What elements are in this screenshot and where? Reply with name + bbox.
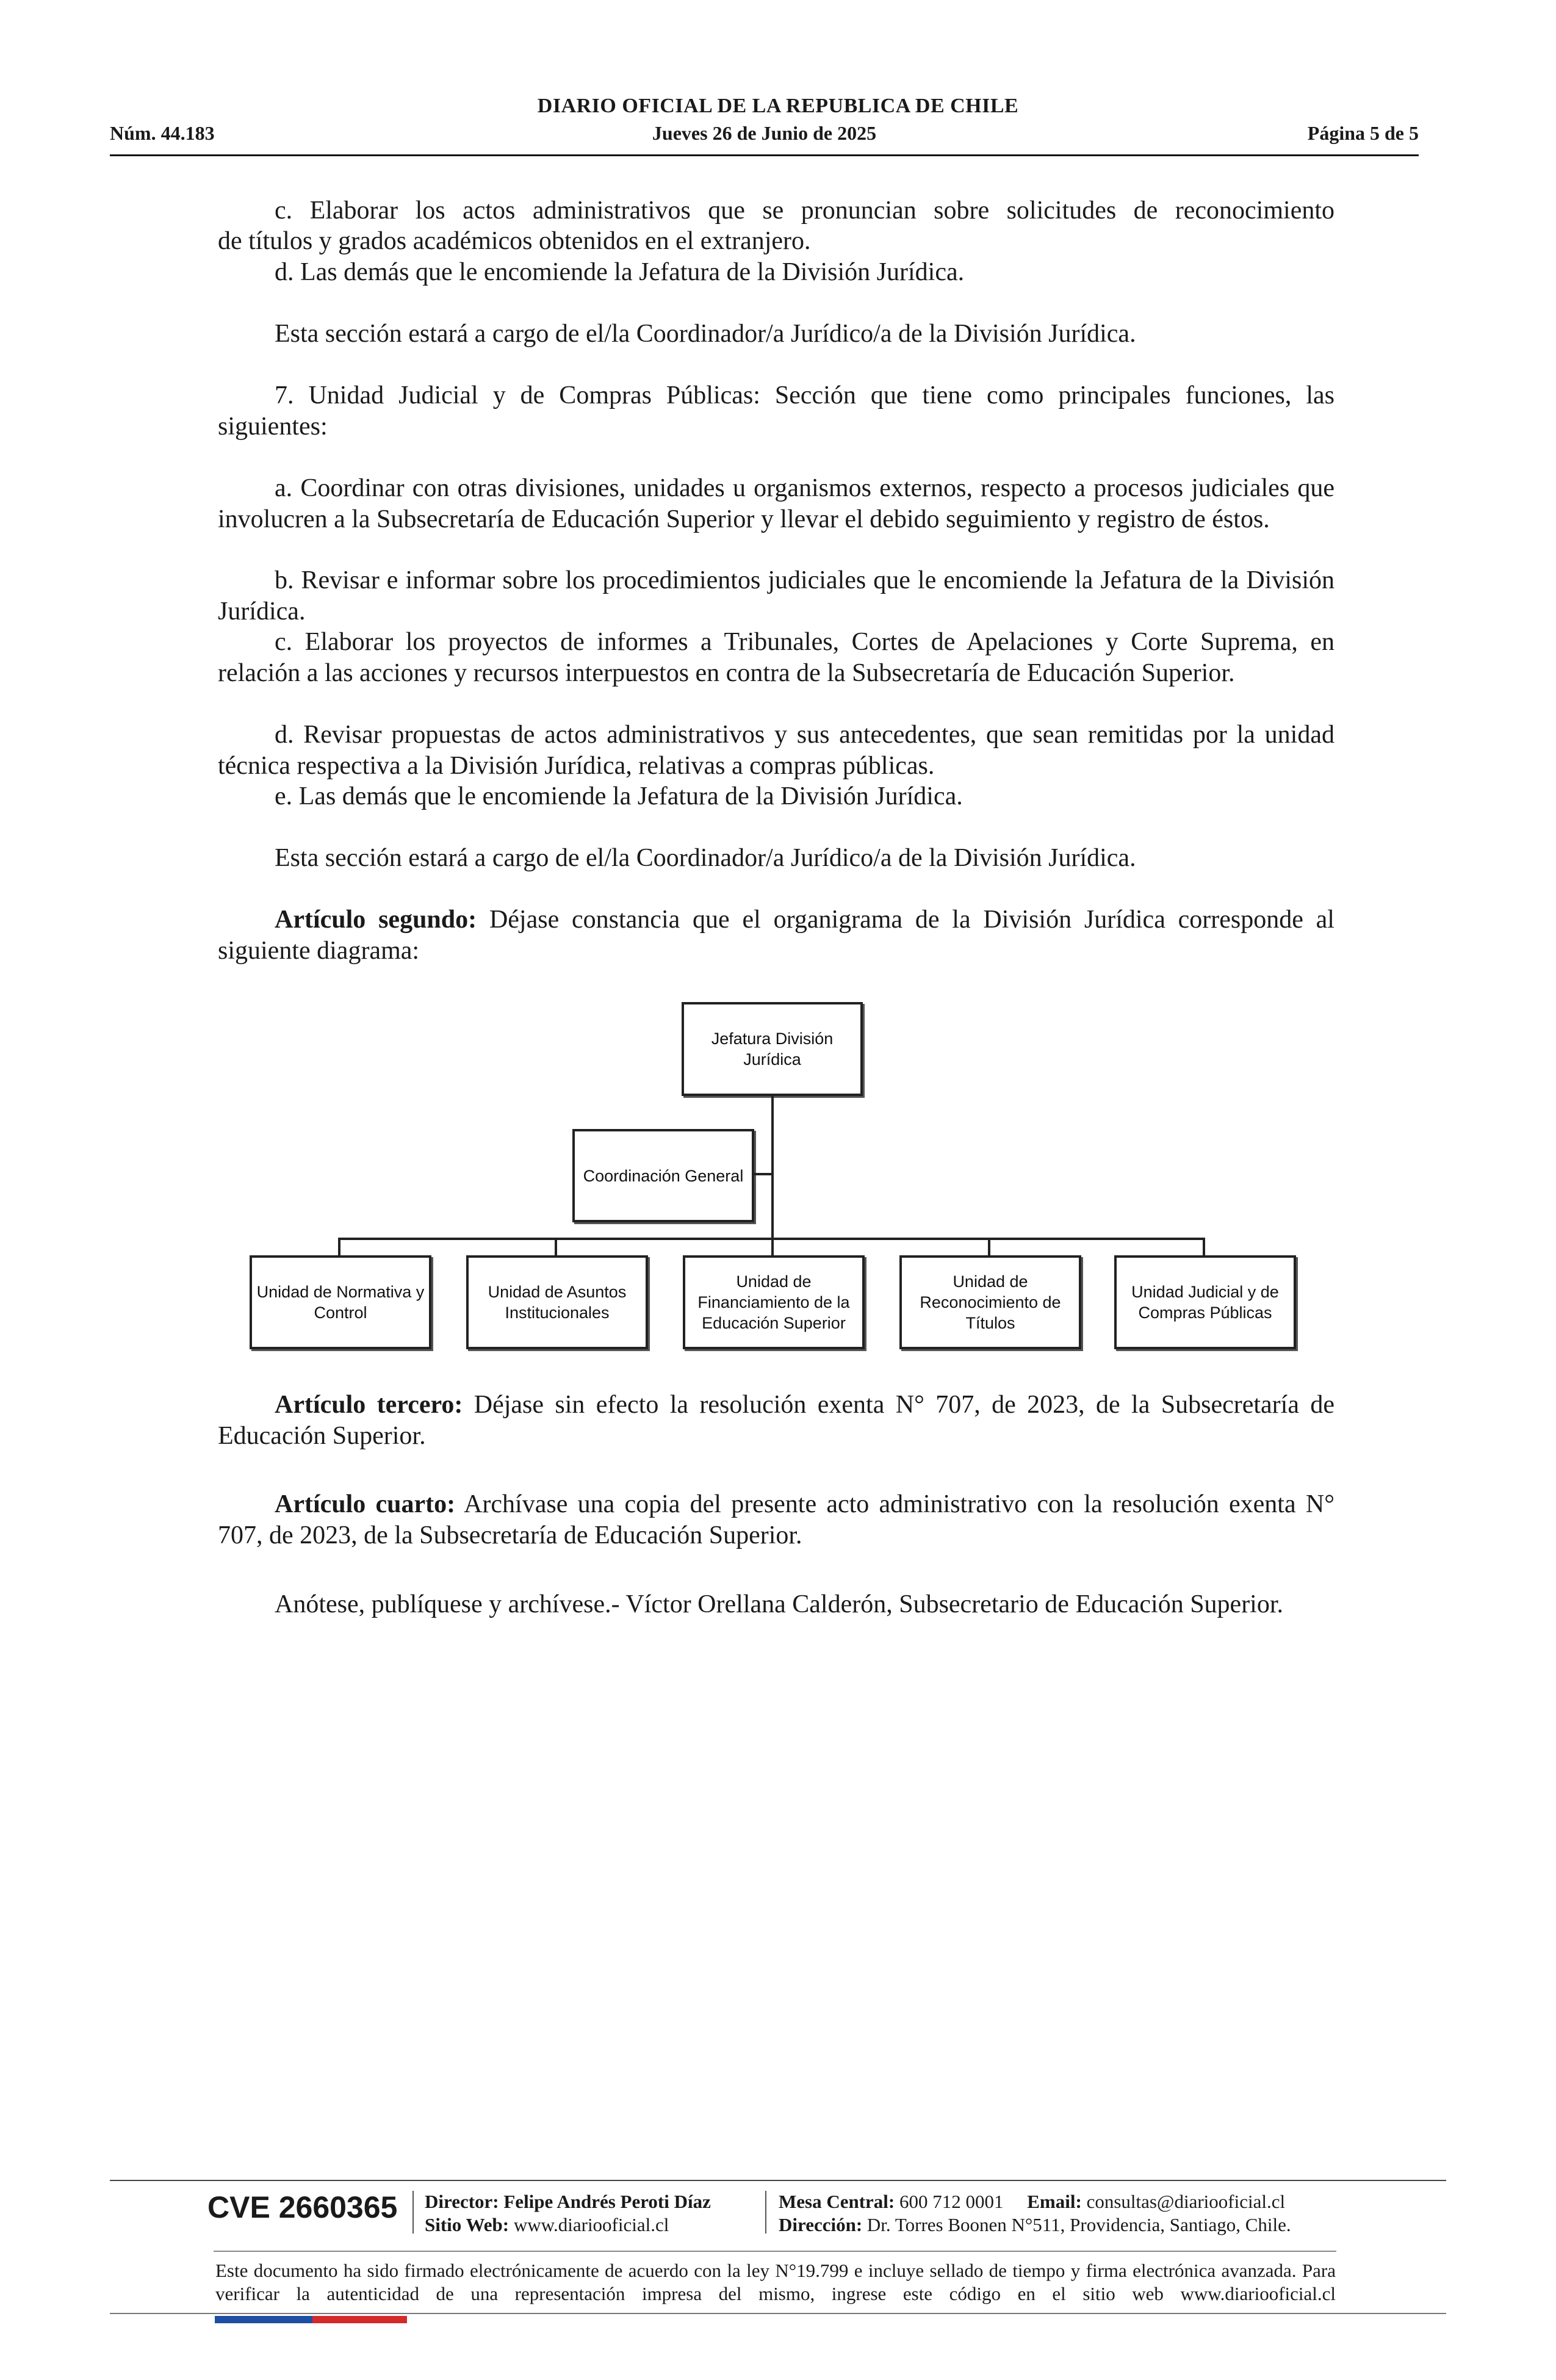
paragraph-7c: c. Elaborar los proyectos de informes a Tribunales, Cortes de Apelaciones y Corte Suprema, en relación a las acciones y recursos interpuestos en contra de la Subsecretaría de Educación Superior. xyxy=(218,628,1334,687)
paragraph-coordinator-2: Esta sección estará a cargo de el/la Coordinador/a Jurídico/a de la División Jurídica. xyxy=(275,844,1136,872)
org-connector-u5 xyxy=(1203,1238,1205,1256)
article-second-label: Artículo segundo: xyxy=(275,906,477,934)
footer-contact xyxy=(779,2190,1285,2213)
footer-address xyxy=(779,2213,1291,2237)
paragraph-d: d. Las demás que le encomiende la Jefatura de la División Jurídica. xyxy=(275,258,965,286)
mesa-phone: 600 712 0001 xyxy=(899,2191,1004,2212)
cve-code: CVE 2660365 xyxy=(207,2190,398,2224)
paragraph-c-line2: de títulos y grados académicos obtenidos en el extranjero. xyxy=(218,227,811,255)
flag-stripe-red xyxy=(312,2316,407,2323)
org-connector-u3 xyxy=(771,1238,774,1256)
footer-separator-2 xyxy=(765,2191,766,2234)
footer-inner-divider xyxy=(214,2251,1336,2252)
org-box-asuntos: Unidad de Asuntos Institucionales xyxy=(466,1255,648,1349)
website-link[interactable]: www.diariooficial.cl xyxy=(513,2214,669,2235)
footer-bottom-divider xyxy=(110,2313,1446,2314)
issue-date: Jueves 26 de Junio de 2025 xyxy=(652,122,877,144)
paragraph-7d: d. Revisar propuestas de actos administrativos y sus antecedentes, que sean remitidas por la unidad técnica respectiva a la División Jurídica, relativas a compras públicas. xyxy=(218,721,1334,780)
article-third-text: Déjase sin efecto la resolución exenta N° 707, de 2023, de la Subsecretaría de Educación Superior. xyxy=(218,1391,1334,1450)
org-box-jefatura: Jefatura División Jurídica xyxy=(682,1002,863,1096)
org-connector-u4 xyxy=(988,1238,990,1256)
email-link[interactable]: consultas@diariooficial.cl xyxy=(1086,2191,1286,2212)
org-box-normativa: Unidad de Normativa y Control xyxy=(250,1255,431,1349)
article-third xyxy=(218,1390,1334,1451)
email-label: Email: xyxy=(1027,2191,1082,2212)
org-connector-bar xyxy=(338,1238,1205,1240)
footer-divider xyxy=(110,2180,1446,2181)
newspaper-title: DIARIO OFICIAL DE LA REPUBLICA DE CHILE xyxy=(537,95,1019,117)
footer-website xyxy=(425,2213,669,2237)
closing-paragraph: Anótese, publíquese y archívese.- Víctor Orellana Calderón, Subsecretario de Educación Superior. xyxy=(275,1590,1284,1618)
flag-stripe-blue xyxy=(215,2316,312,2323)
org-box-judicial: Unidad Judicial y de Compras Públicas xyxy=(1114,1255,1296,1349)
footer-separator-1 xyxy=(412,2191,414,2234)
org-box-coordinacion: Coordinación General xyxy=(572,1129,754,1222)
header-divider xyxy=(110,154,1419,156)
director-label: Director: xyxy=(425,2191,499,2212)
header-row xyxy=(110,122,1419,148)
footer-legal-note: Este documento ha sido firmado electrónicamente de acuerdo con la ley N°19.799 e incluye sellado de tiempo y firma electrónica avanzada. Para verificar la autenticidad de una representación impresa del mismo, ingrese este código en el sitio web www.diariooficial.cl xyxy=(215,2260,1336,2304)
article-fourth xyxy=(218,1489,1334,1551)
article-fourth-text: Archívase una copia del presente acto administrativo con la resolución exenta N° 707, de 2023, de la Subsecretaría de Educación Superior. xyxy=(218,1490,1334,1549)
article-fourth-label: Artículo cuarto: xyxy=(275,1490,456,1518)
address-text: Dr. Torres Boonen N°511, Providencia, Santiago, Chile. xyxy=(866,2214,1291,2235)
mesa-label: Mesa Central: xyxy=(779,2191,895,2212)
paragraph-c-line1: c. Elaborar los actos administrativos que se pronuncian sobre solicitudes de reconocimiento xyxy=(275,197,1334,225)
org-connector-staff xyxy=(754,1173,772,1175)
article-third-label: Artículo tercero: xyxy=(275,1391,463,1419)
issue-number: Núm. 44.183 xyxy=(110,122,215,144)
article-second xyxy=(218,904,1334,966)
org-box-financiamiento: Unidad de Financiamiento de la Educación Superior xyxy=(683,1255,865,1349)
paragraph-7e: e. Las demás que le encomiende la Jefatura de la División Jurídica. xyxy=(275,782,963,810)
org-box-reconocimiento: Unidad de Reconocimiento de Títulos xyxy=(899,1255,1081,1349)
paragraph-7b: b. Revisar e informar sobre los procedimientos judiciales que le encomiende la Jefatura de la División Jurídica. xyxy=(218,566,1334,626)
article-second-text: Déjase constancia que el organigrama de la División Jurídica corresponde al siguiente diagrama: xyxy=(218,906,1334,965)
website-label: Sitio Web: xyxy=(425,2214,510,2235)
paragraph-unit-7: 7. Unidad Judicial y de Compras Públicas: Sección que tiene como principales funciones, las siguientes: xyxy=(218,381,1334,441)
paragraph-coordinator-1: Esta sección estará a cargo de el/la Coordinador/a Jurídico/a de la División Jurídica. xyxy=(275,320,1136,348)
org-connector-u2 xyxy=(555,1238,557,1256)
org-connector-u1 xyxy=(338,1238,340,1256)
address-label: Dirección: xyxy=(779,2214,863,2235)
org-connector-main xyxy=(771,1095,774,1252)
page-number: Página 5 de 5 xyxy=(1307,122,1419,144)
director-name: Felipe Andrés Peroti Díaz xyxy=(503,2191,711,2212)
footer-director xyxy=(425,2190,711,2213)
paragraph-7a: a. Coordinar con otras divisiones, unidades u organismos externos, respecto a procesos judiciales que involucren a la Subsecretaría de Educación Superior y llevar el debido seguimiento y registro de éstos. xyxy=(218,474,1334,533)
